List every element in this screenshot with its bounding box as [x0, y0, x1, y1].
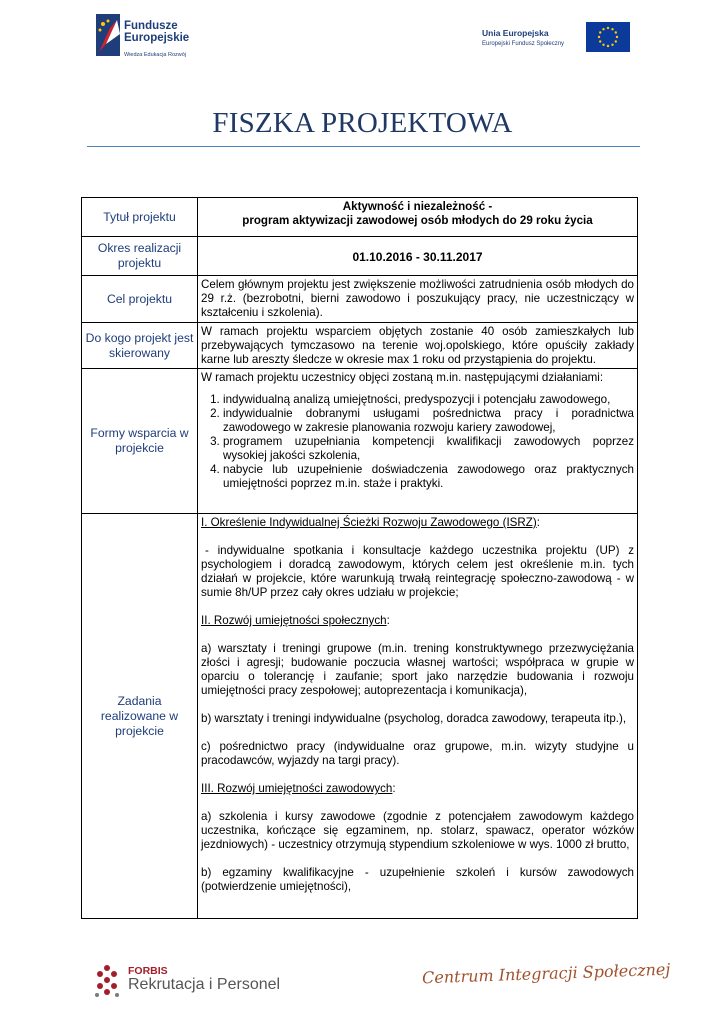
- section-2-c: c) pośrednictwo pracy (indywidualne oraz grupowe, m.in. wizyty studyjne u pracodawców, wyjazdy na targi pracy).: [201, 740, 634, 767]
- section-1-heading: I. Określenie Indywidualnej Ścieżki Rozwoju Zawodowego (ISRZ):: [201, 516, 540, 529]
- section-2-heading-text: II. Rozwój umiejętności społecznych: [201, 614, 387, 627]
- value-formy-wsparcia: [198, 369, 638, 514]
- table-row-formy: [82, 369, 638, 514]
- section-1-text: - indywidualne spotkania i konsultacje każdego uczestnika projektu (UP) z psychologiem i doradcą zawodowym, których celem jest określenie m.in. tych działań w projekcie, które warunkują trwałą reintegrację społeczno-zawodową - w sumie 8h/UP przez cały okres udziału w projekcie;: [201, 544, 634, 599]
- fe-logo-mark-icon: [96, 14, 120, 56]
- fundusze-europejskie-logo: [96, 14, 216, 66]
- project-fiche-table: [81, 197, 638, 919]
- value-zadania: [198, 514, 638, 919]
- section-1-heading-text: I. Określenie Indywidualnej Ścieżki Rozwoju Zawodowego (ISRZ): [201, 516, 537, 529]
- table-row-kogo: [82, 323, 638, 369]
- formy-intro: W ramach projektu uczestnicy objęci zostaną m.in. następującymi działaniami:: [201, 371, 604, 384]
- section-3-a: a) szkolenia i kursy zawodowe (zgodnie z potencjałem zawodowym każdego uczestnika, kończące się egzaminem, np. stolarz, spawacz, operator wózków jezdniowych) - uczestnicy otrzymują stypendium szkoleniowe w wys. 1000 zł brutto,: [201, 810, 634, 851]
- value-do-kogo: W ramach projektu wsparciem objętych zostanie 40 osób zamieszkałych lub przebywających tymczasowo na terenie woj.opolskiego, które opuściły zakłady karne lub areszty śledcze w okresie max 1 roku od przystąpienia do projektu.: [198, 323, 638, 369]
- table-row-zadania: [82, 514, 638, 919]
- label-formy-wsparcia: Formy wsparcia w projekcie: [82, 369, 198, 514]
- unia-europejska-logo: [482, 22, 632, 54]
- project-title-line2: program aktywizacji zawodowej osób młodych do 29 roku życia: [242, 214, 593, 227]
- page-title: FISZKA PROJEKTOWA: [212, 107, 513, 139]
- ue-logo-title: Unia Europejska: [482, 28, 549, 38]
- label-tytul-projektu: Tytuł projektu: [82, 198, 198, 237]
- section-3-heading: III. Rozwój umiejętności zawodowych:: [201, 782, 396, 795]
- label-cel-projektu: Cel projektu: [82, 276, 198, 323]
- label-do-kogo: Do kogo projekt jest skierowany: [82, 323, 198, 369]
- project-title-line1: Aktywność i niezależność -: [342, 200, 493, 213]
- forbis-subtitle: Rekrutacja i Personel: [128, 976, 281, 993]
- fe-logo-text: [124, 20, 189, 44]
- table-row-tytul: [82, 198, 638, 237]
- centrum-integracji-spolecznej-logo: Centrum Integracji Społecznej: [421, 959, 671, 988]
- value-tytul-projektu: [198, 198, 638, 237]
- fe-logo-subtitle: Wiedza Edukacja Rozwój: [124, 52, 187, 58]
- forbis-logo-mark-icon: [94, 964, 120, 998]
- label-zadania: Zadania realizowane w projekcie: [82, 514, 198, 919]
- list-item: 4. nabycie lub uzupełnienie doświadczenia zawodowego oraz praktycznych umiejętności poprzez m.in. staże i praktyki.: [223, 463, 634, 491]
- list-item: 3. programem uzupełniania kompetencji kwalifikacji zawodowych poprzez wysokiej jakości szkolenia,: [223, 435, 634, 463]
- fe-logo-line2: Europejskie: [124, 32, 190, 44]
- title-underline: [87, 146, 640, 147]
- section-2-heading: II. Rozwój umiejętności społecznych:: [201, 614, 390, 627]
- formy-list: [201, 393, 634, 491]
- eu-flag-icon: [586, 22, 630, 52]
- fe-logo-line1: Fundusze: [124, 20, 178, 32]
- list-item: 1. indywidualną analizą umiejętności, predyspozycji i potencjału zawodowego,: [223, 393, 634, 407]
- section-3-heading-text: III. Rozwój umiejętności zawodowych: [201, 782, 393, 795]
- value-cel-projektu: Celem głównym projektu jest zwiększenie możliwości zatrudnienia osób młodych do 29 r.ż. (bezrobotni, bierni zawodowo i poszukujący pracy, nie uczestniczący w kształceniu i szkolenia).: [198, 276, 638, 323]
- forbis-logo: [94, 964, 281, 998]
- table-row-okres: [82, 237, 638, 276]
- value-okres-realizacji: 01.10.2016 - 30.11.2017: [198, 237, 638, 276]
- ue-logo-subtitle: Europejski Fundusz Społeczny: [482, 41, 565, 47]
- label-okres-realizacji: Okres realizacji projektu: [82, 237, 198, 276]
- section-3-b: b) egzaminy kwalifikacyjne - uzupełnienie szkoleń i kursów zawodowych (potwierdzenie umiejętności),: [201, 866, 634, 893]
- section-2-b: b) warsztaty i treningi indywidualne (psycholog, doradca zawodowy, terapeuta itp.),: [201, 712, 627, 725]
- section-2-a: a) warsztaty i treningi grupowe (m.in. trening konstruktywnego przezwyciężania złości i agresji; budowanie poczucia własnej wartości; współpraca w grupie w oparciu o tolerancję i zaufanie; sport jako narzędzie budowania i rozwoju umiejętności pracy zespołowej; autoprezentacja i komunikacja),: [201, 642, 634, 697]
- forbis-name: FORBIS: [128, 965, 168, 977]
- list-item: 2. indywidualnie dobranymi usługami pośrednictwa pracy i poradnictwa zawodowego w zakresie planowania rozwoju kariery zawodowej,: [223, 407, 634, 435]
- table-row-cel: [82, 276, 638, 323]
